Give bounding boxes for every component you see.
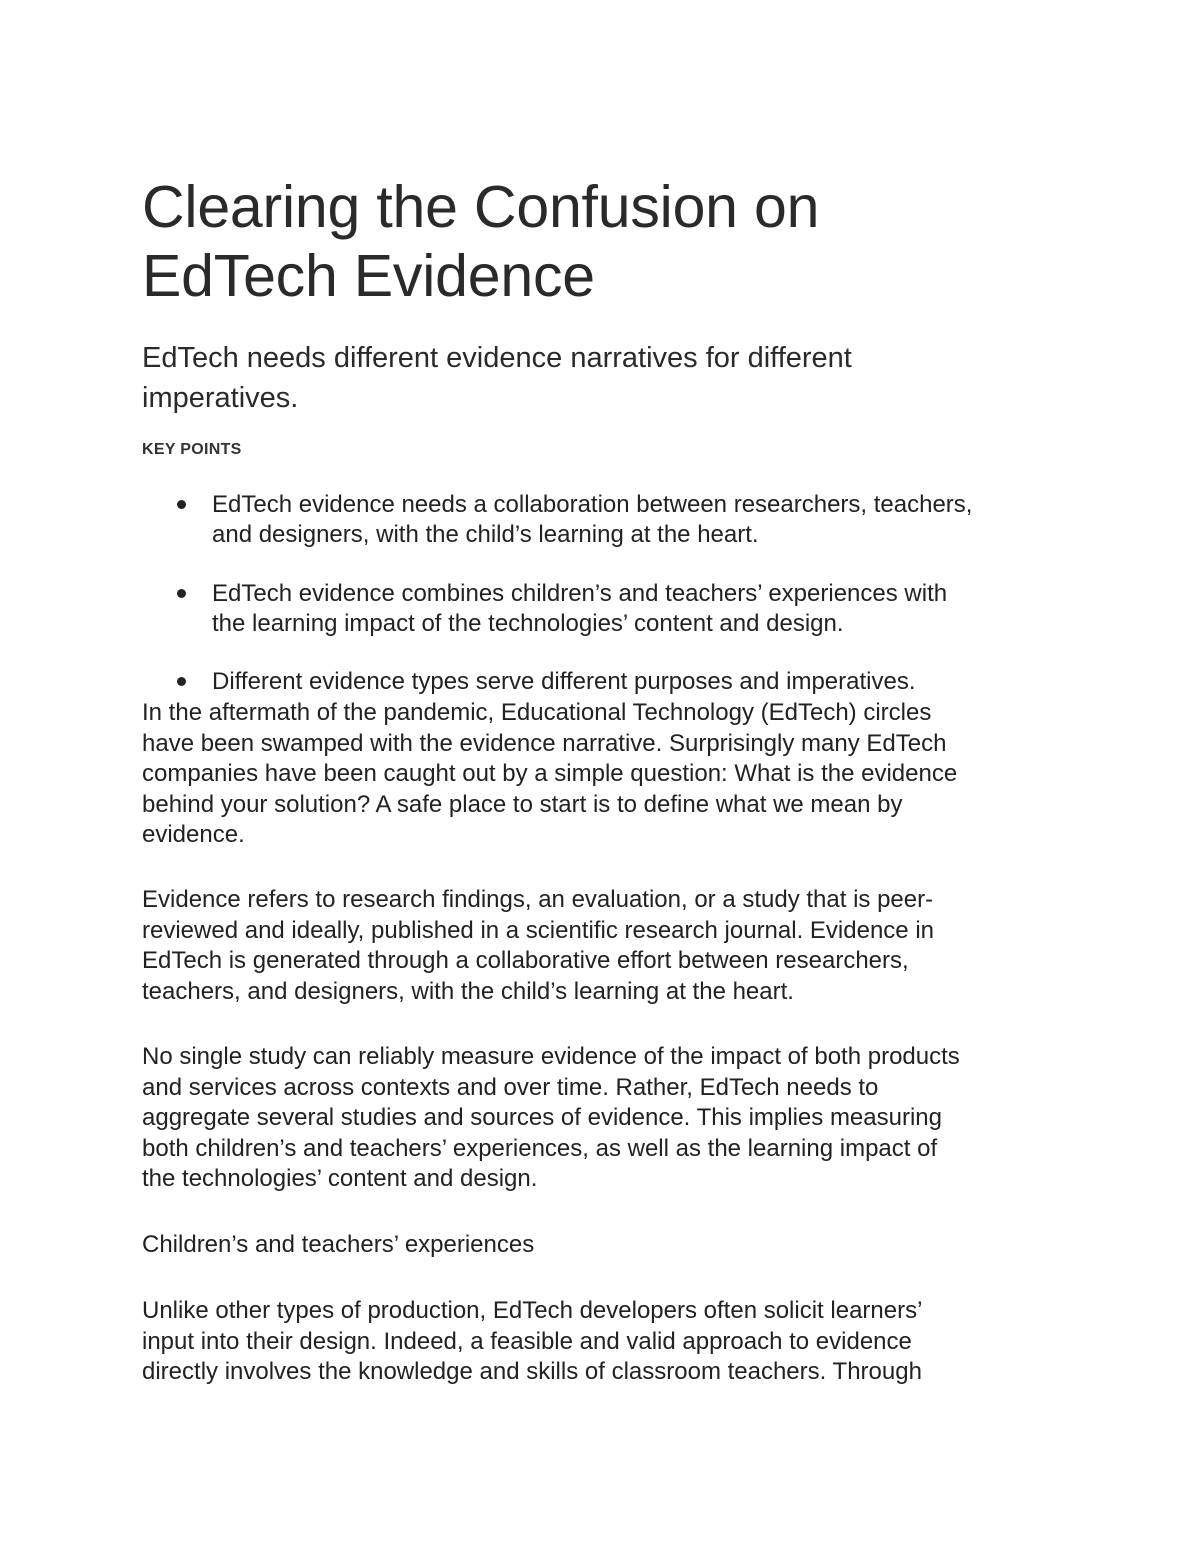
body-paragraph xyxy=(142,1042,960,1195)
paragraph-line: directly involves the knowledge and skills of classroom teachers. Through xyxy=(142,1358,922,1385)
paragraph-line: both children’s and teachers’ experiences, as well as the learning impact of xyxy=(142,1134,938,1162)
key-point-line: the learning impact of the technologies’ content and design. xyxy=(212,610,844,637)
key-point-line: and designers, with the child’s learning at the heart. xyxy=(212,521,759,548)
paragraph-line: have been swamped with the evidence narrative. Surprisingly many EdTech xyxy=(142,729,947,757)
paragraph-line: aggregate several studies and sources of evidence. This implies measuring xyxy=(142,1104,942,1131)
paragraph-line: In the aftermath of the pandemic, Educational Technology (EdTech) circles xyxy=(142,699,932,726)
bullet-icon xyxy=(177,589,186,598)
paragraph-line: companies have been caught out by a simple question: What is the evidence xyxy=(142,760,958,787)
body-paragraph xyxy=(142,885,934,1007)
key-point-text xyxy=(212,490,972,550)
paragraph-line: behind your solution? A safe place to start is to define what we mean by xyxy=(142,790,903,818)
paragraph-line: teachers, and designers, with the child’s learning at the heart. xyxy=(142,977,794,1005)
paragraph-line: the technologies’ content and design. xyxy=(142,1165,538,1192)
paragraph-line: No single study can reliably measure evidence of the impact of both products xyxy=(142,1043,960,1070)
section-heading-text: Children’s and teachers’ experiences xyxy=(142,1231,535,1258)
key-point-line: EdTech evidence needs a collaboration between researchers, teachers, xyxy=(212,491,973,518)
key-point-text xyxy=(212,579,947,639)
document-title xyxy=(142,173,819,311)
title-line: Clearing the Confusion on xyxy=(142,174,820,240)
title-line: EdTech Evidence xyxy=(142,243,595,309)
body-paragraph xyxy=(142,698,957,851)
paragraph-line: reviewed and ideally, published in a scientific research journal. Evidence in xyxy=(142,916,934,944)
body-paragraph xyxy=(142,1296,922,1388)
paragraph-line: EdTech is generated through a collaborative effort between researchers, xyxy=(142,947,909,974)
bullet-icon xyxy=(177,677,186,686)
paragraph-line: Unlike other types of production, EdTech developers often solicit learners’ xyxy=(142,1297,923,1324)
bullet-icon xyxy=(177,500,186,509)
subtitle-line: EdTech needs different evidence narratives for different xyxy=(142,342,852,374)
paragraph-line: input into their design. Indeed, a feasible and valid approach to evidence xyxy=(142,1327,912,1355)
subtitle-line: imperatives. xyxy=(142,382,299,414)
key-point-text xyxy=(212,667,916,697)
paragraph-line: Evidence refers to research findings, an evaluation, or a study that is peer- xyxy=(142,886,934,913)
key-point-line: Different evidence types serve different purposes and imperatives. xyxy=(212,668,916,695)
section-heading xyxy=(142,1230,534,1261)
key-points-label: KEY POINTS xyxy=(142,441,242,458)
document-subtitle xyxy=(142,338,852,418)
paragraph-line: and services across contexts and over time. Rather, EdTech needs to xyxy=(142,1073,879,1101)
paragraph-line: evidence. xyxy=(142,821,245,848)
key-point-line: EdTech evidence combines children’s and teachers’ experiences with xyxy=(212,580,948,607)
